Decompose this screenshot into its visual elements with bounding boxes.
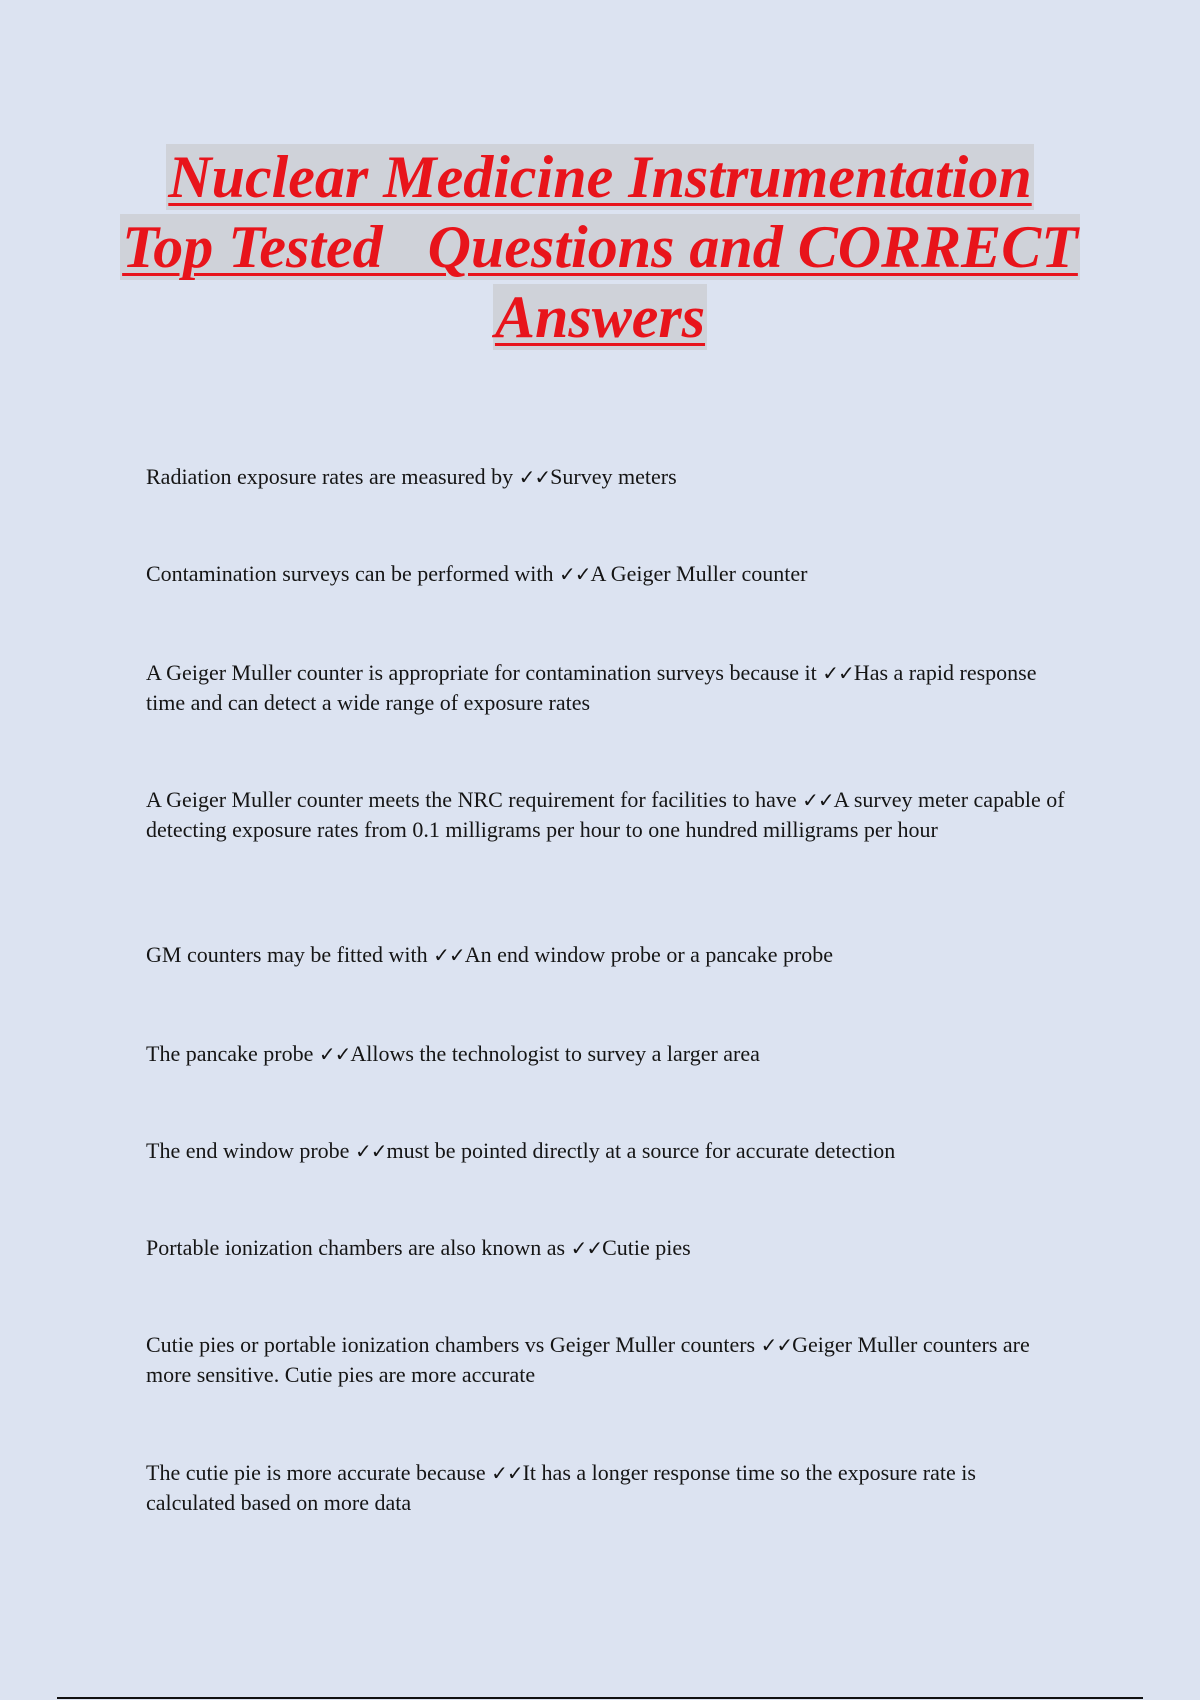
answer-text: Allows the technologist to survey a larger area bbox=[350, 1041, 760, 1066]
double-check-icon: ✓✓ bbox=[518, 465, 551, 489]
double-check-icon: ✓✓ bbox=[760, 1333, 793, 1357]
answer-text: Geiger Muller counters are more sensitive. Cutie pies are more accurate bbox=[146, 1332, 1030, 1387]
double-check-icon: ✓✓ bbox=[822, 661, 854, 685]
qa-item bbox=[146, 1330, 1066, 1390]
footer-rule bbox=[57, 1697, 1143, 1699]
question-text: The pancake probe bbox=[146, 1041, 319, 1066]
document-title bbox=[0, 142, 1200, 352]
double-check-icon: ✓✓ bbox=[354, 1139, 387, 1163]
title-line-2: Top Tested Questions and CORRECT bbox=[122, 214, 1078, 280]
qa-item bbox=[146, 1136, 1066, 1166]
question-text: The end window probe bbox=[146, 1138, 355, 1163]
qa-item bbox=[146, 785, 1066, 845]
double-check-icon: ✓✓ bbox=[802, 788, 834, 812]
qa-item bbox=[146, 462, 1066, 492]
question-text: GM counters may be fitted with bbox=[146, 942, 434, 967]
question-text: A Geiger Muller counter meets the NRC requirement for facilities to have bbox=[146, 787, 803, 812]
double-check-icon: ✓✓ bbox=[433, 943, 465, 967]
answer-text: An end window probe or a pancake probe bbox=[464, 942, 834, 967]
qa-item bbox=[146, 658, 1066, 718]
title-line-1: Nuclear Medicine Instrumentation bbox=[168, 144, 1032, 210]
title-line-3: Answers bbox=[494, 284, 706, 350]
double-check-icon: ✓✓ bbox=[559, 562, 591, 586]
question-text: Cutie pies or portable ionization chambers vs Geiger Muller counters bbox=[146, 1332, 761, 1357]
answer-text: Cutie pies bbox=[602, 1235, 691, 1260]
double-check-icon: ✓✓ bbox=[491, 1461, 523, 1485]
qa-item bbox=[146, 1039, 1066, 1069]
question-text: The cutie pie is more accurate because bbox=[146, 1460, 492, 1485]
qa-item bbox=[146, 1458, 1066, 1518]
answer-text: must be pointed directly at a source for accurate detection bbox=[386, 1138, 896, 1163]
answer-text: It has a longer response time so the exposure rate is calculated based on more data bbox=[146, 1460, 976, 1515]
question-text: A Geiger Muller counter is appropriate for contamination surveys because it bbox=[146, 660, 823, 685]
answer-text: Survey meters bbox=[550, 464, 677, 489]
qa-item bbox=[146, 559, 1066, 589]
qa-item bbox=[146, 1233, 1066, 1263]
double-check-icon: ✓✓ bbox=[318, 1042, 351, 1066]
answer-text: Has a rapid response time and can detect a wide range of exposure rates bbox=[146, 660, 1037, 715]
question-text: Portable ionization chambers are also known as bbox=[146, 1235, 571, 1260]
answer-text: A Geiger Muller counter bbox=[590, 561, 808, 586]
qa-item bbox=[146, 940, 1066, 970]
double-check-icon: ✓✓ bbox=[570, 1236, 603, 1260]
question-text: Radiation exposure rates are measured by bbox=[146, 464, 519, 489]
question-text: Contamination surveys can be performed with bbox=[146, 561, 560, 586]
answer-text: A survey meter capable of detecting exposure rates from 0.1 milligrams per hour to one hundred milligrams per hour bbox=[146, 787, 1065, 842]
